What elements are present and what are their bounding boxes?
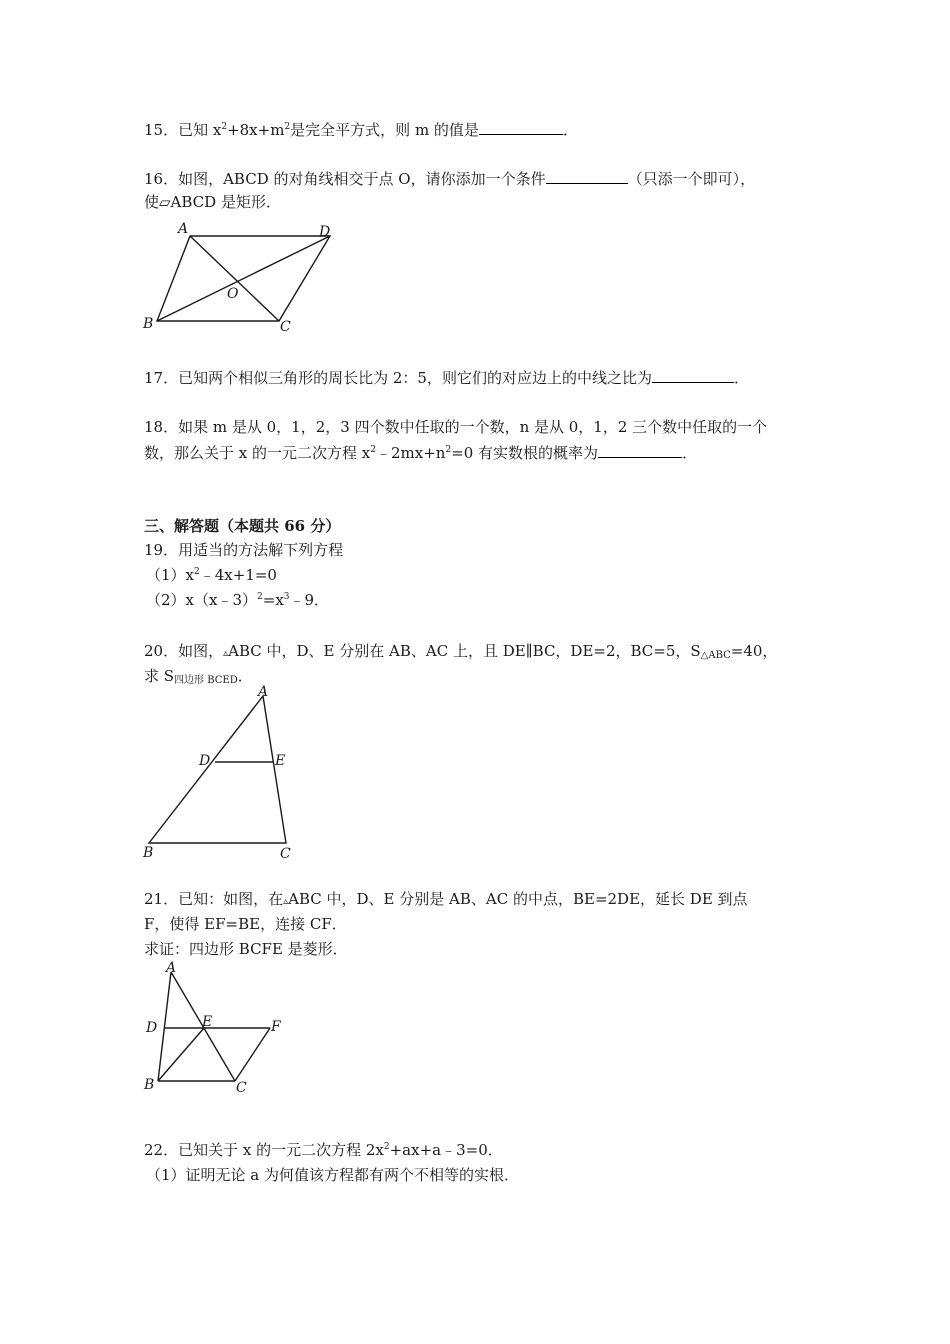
- question-22-part1: （1）证明无论 a 为何值该方程都有两个不相等的实根．: [146, 1166, 520, 1184]
- question-16-line2: 使▱ABCD 是矩形．: [144, 193, 281, 211]
- diagonal-ac: [190, 236, 279, 321]
- q17-number: 17．: [144, 369, 179, 387]
- question-15: 15．已知 $x^2+8x+m^2$是完全平方式，则 m 的值是 ．: [144, 118, 578, 141]
- label-o: O: [227, 286, 239, 302]
- label-f: F: [271, 1019, 281, 1035]
- label-b: B: [143, 316, 154, 332]
- question-22: 22．已知关于 x 的一元二次方程 $2x^2+ax+a﹣3=0$．: [144, 1141, 503, 1159]
- question-19-part1: $(1)x^2﹣4x+1=0$: [146, 566, 277, 584]
- segment-cf: [235, 1028, 270, 1081]
- label-c: C: [236, 1080, 247, 1096]
- q20-number: 20．: [144, 642, 179, 660]
- question-17: 17．已知两个相似三角形的周长比为 2：5，则它们的对应边上的中线之比为 ．: [144, 366, 749, 389]
- q22-number: 22．: [144, 1141, 179, 1159]
- label-a: A: [166, 960, 177, 976]
- q18-number: 18．: [144, 418, 179, 436]
- q21-number: 21．: [144, 890, 179, 908]
- label-a: A: [258, 684, 269, 700]
- question-18: 18．如果 m 是从 0，1，2，3 四个数中任取的一个数，n 是从 0，1，2 三个数中任取的一个: [144, 418, 768, 436]
- question-20: 20．如图，▵ABC 中，D、E 分别在 AB、AC 上，且 DE∥BC，DE=2，BC=5，$S_{\triangle ABC}=40$，: [144, 642, 778, 661]
- question-21: 21．已知：如图，在▵ABC 中，D、E 分别是 AB、AC 的中点，BE=2DE，延长 DE 到点: [144, 890, 748, 908]
- parallelogram-figure: [138, 220, 338, 338]
- question-21-line3: 求证：四边形 BCFE 是菱形．: [144, 940, 348, 958]
- segment-ab: [158, 972, 171, 1081]
- segment-be: [158, 1028, 204, 1081]
- question-16: 16．如图，ABCD 的对角线相交于点 O，请你添加一个条件 （只添一个即可），: [144, 167, 755, 190]
- label-c: C: [280, 319, 291, 335]
- answer-blank[interactable]: [479, 118, 563, 135]
- question-21-line2: F，使得 EF=BE，连接 CF．: [144, 915, 347, 933]
- triangle-symbol: ▵: [283, 896, 289, 907]
- label-b: B: [143, 845, 154, 861]
- answer-blank[interactable]: [546, 167, 628, 184]
- q16-number: 16．: [144, 170, 179, 188]
- question-19: 19．用适当的方法解下列方程: [144, 541, 344, 559]
- answer-blank[interactable]: [652, 366, 734, 383]
- label-e: E: [275, 753, 286, 769]
- label-c: C: [280, 846, 291, 862]
- answer-blank[interactable]: [598, 441, 682, 458]
- triangle-symbol: ▵: [223, 648, 229, 659]
- question-20-line2: 求 $S_{四边形 BCED}$．: [144, 667, 253, 686]
- question-18-line2: 数，那么关于 x 的一元二次方程 $x^2﹣2mx+n^2=0$ 有实数根的概率为 ．: [144, 441, 697, 464]
- label-a: A: [178, 221, 189, 237]
- triangle-abc: [149, 696, 286, 843]
- question-19-part2: $(2)x(x﹣3)^2=x^3﹣9$．: [146, 591, 330, 609]
- section-heading: 三、解答题（本题共 66 分）: [144, 517, 341, 535]
- rhombus-figure: [138, 958, 298, 1098]
- triangle-abc-figure: [138, 682, 308, 864]
- label-d: D: [319, 224, 331, 240]
- label-e: E: [202, 1014, 213, 1030]
- label-b: B: [144, 1077, 155, 1093]
- q19-number: 19．: [144, 541, 179, 559]
- q15-number: 15．: [144, 121, 179, 139]
- label-d: D: [199, 753, 211, 769]
- label-d: D: [146, 1020, 158, 1036]
